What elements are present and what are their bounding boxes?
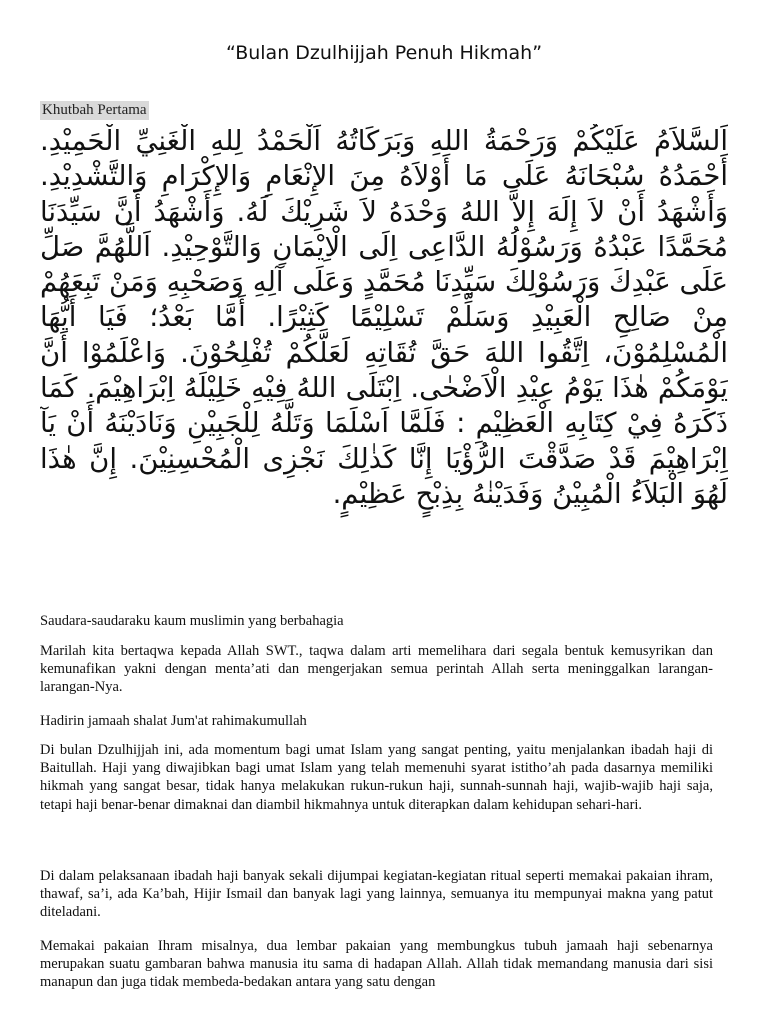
paragraph-taqwa: Marilah kita bertaqwa kepada Allah SWT., taqwa dalam arti memelihara dari segala bentuk kemusyrikan dan kemunafikan yakni dengan menta’ati dan mengerjakan semua perintah Allah serta meninggalkan larangan-larangan-Nya. xyxy=(40,643,713,696)
paragraph-greeting: Saudara-saudaraku kaum muslimin yang berbahagia xyxy=(40,613,344,629)
paragraph-address: Hadirin jamaah shalat Jum'at rahimakumullah xyxy=(40,713,307,729)
paragraph-rituals: Di dalam pelaksanaan ibadah haji banyak sekali dijumpai kegiatan-kegiatan ritual seperti memakai pakaian ihram, thawaf, sa’i, ada Ka’bah, Hijir Ismail dan banyak lagi yang lainnya, semuanya itu mempunyai makna yang patut diteladani. xyxy=(40,868,713,921)
document-title: “Bulan Dzulhijjah Penuh Hikmah” xyxy=(225,42,543,64)
paragraph-hajj: Di bulan Dzulhijjah ini, ada momentum bagi umat Islam yang sangat penting, yaitu menjalankan ibadah haji di Baitullah. Haji yang diwajibkan bagi umat Islam yang telah memenuhi syarat istitho’ah pada dasarnya memiliki hikmah yang sangat besar, tidak hanya melakukan rukun-rukun haji, sunnah-sunnah haji, wajib-wajib haji saja, tetapi haji benar-benar dimaknai dan diambil hikmahnya untuk diterapkan dalam kehidupan sehari-hari. xyxy=(40,742,713,813)
paragraph-ihram: Memakai pakaian Ihram misalnya, dua lembar pakaian yang membungkus tubuh jamaah haji sebenarnya merupakan suatu gambaran bahwa manusia itu sama di hadapan Allah. Allah tidak memandang manusia dari sisi manapun dan juga tidak membeda-bedakan antara yang satu dengan xyxy=(40,938,713,991)
section-label: Khutbah Pertama xyxy=(42,102,147,118)
arabic-opening-text: اَلسَّلاَمُ عَلَيْكُمْ وَرَحْمَةُ اللهِ وَبَرَكَاتُهُ اَلْحَمْدُ لِلهِ الْغَنِيِّ الْحَمِيْدِ. أَحْمَدُهُ سُبْحَانَهُ عَلَى مَا أَوْلاَهُ مِنَ الإِنْعَامِ وَالإِكْرَامِ وَالتَّشْدِيْدِ. وَأَشْهَدُ أَنْ لاَ إِلَهَ إِلاَّ اللهُ وَحْدَهُ لاَ شَرِيْكَ لَهُ. وَأَشْهَدُ أَنَّ سَيِّدَنَا مُحَمَّدًا عَبْدُهُ وَرَسُوْلُهُ الدَّاعِى اِلَى الْاِيْمَانِ وَالتَّوْحِيْدِ. اَللَّهُمَّ صَلِّ عَلَى عَبْدِكَ وَرَسُوْلِكَ سَيِّدِنَا مُحَمَّدٍ وَعَلَى آلِهِ وَصَحْبِهِ وَمَنْ تَبِعَهُمْ مِنْ صَالِحِ الْعَبِيْدِ وَسَلِّمْ تَسْلِيْمًا كَثِيْرًا. أَمَّا بَعْدُ؛ فَيَا أَيُّهَا الْمُسْلِمُوْنَ، اِتَّقُوا اللهَ حَقَّ تُقَاتِهِ لَعَلَّكُمْ تُفْلِحُوْنَ. وَاعْلَمُوْا أَنَّ يَوْمَكُمْ هٰذَا يَوْمُ عِيْدِ الْاَضْحٰى. اِبْتَلَى اللهُ فِيْهِ خَلِيْلَهُ اِبْرَاهِيْمَ. كَمَا ذَكَرَهُ فِيْ كِتَابِهِ الْعَظِيْمِ : فَلَمَّا اَسْلَمَا وَتَلَّهُ لِلْجَبِيْنِ وَنَادَيْنَهُ أَنْ يَآ اِبْرَاهِيْمَ قَدْ صَدَّقْتَ الرُّؤْيَا إِنَّا كَذٰلِكَ نَجْزِى الْمُحْسِنِيْنَ. إِنَّ هٰذَا لَهُوَ الْبَلاَءُ الْمُبِيْنُ وَفَدَيْنٰهُ بِذِبْحٍ عَظِيْمٍ. xyxy=(40,125,728,510)
